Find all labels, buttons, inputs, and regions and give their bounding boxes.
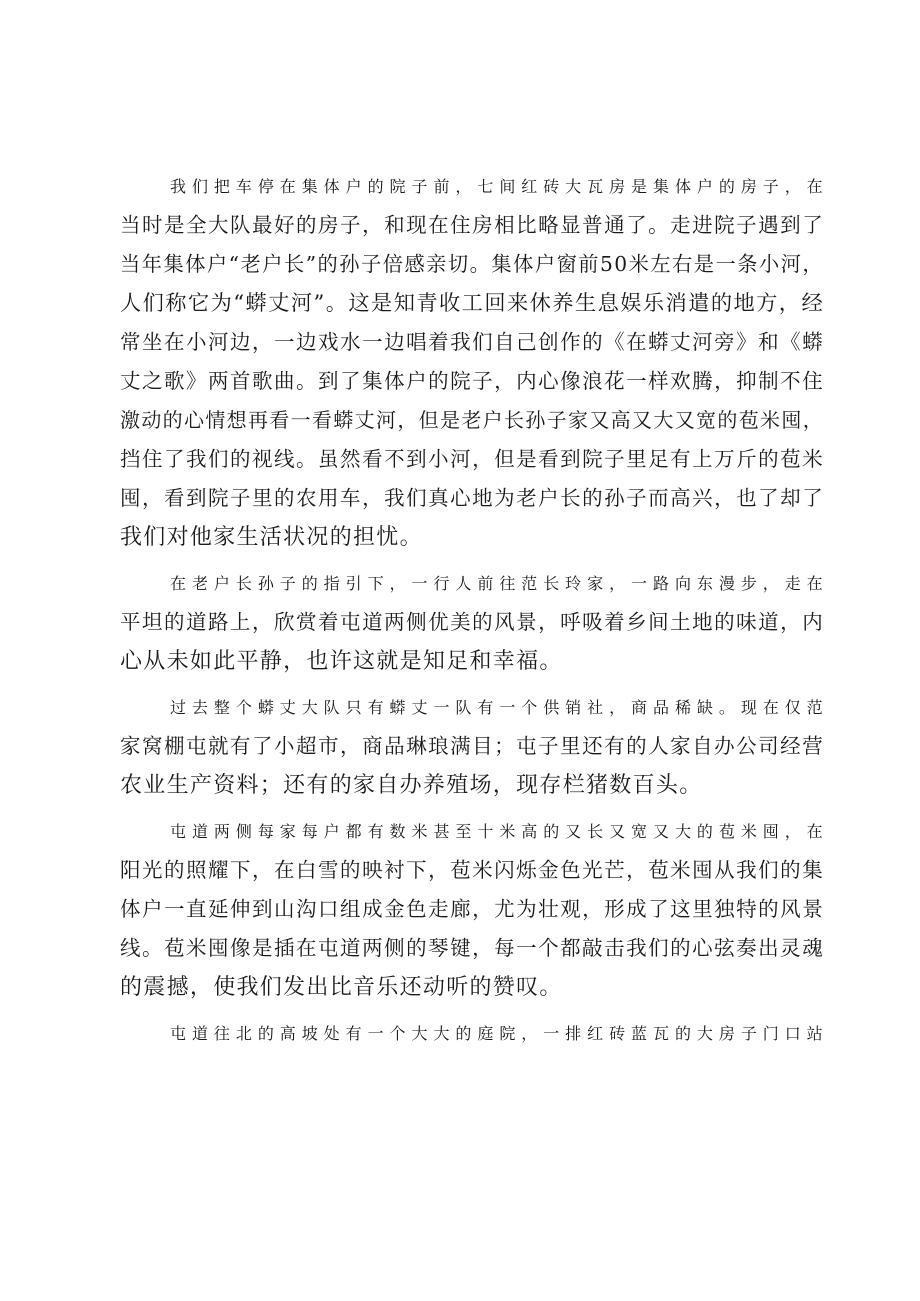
paragraph-gap bbox=[120, 557, 824, 564]
text-line: 丈之歌》两首歌曲。到了集体户的院子，内心像浪花一样欢腾，抑制不住 bbox=[120, 369, 824, 393]
text-line: 当时是全大队最好的房子，和现在住房相比略显普通了。走进院子遇到了 bbox=[120, 213, 824, 237]
text-line: 囤，看到院子里的农用车，我们真心地为老户长的孙子而高兴，也了却了 bbox=[120, 486, 824, 510]
text-line: 体户一直延伸到山沟口组成金色走廊，尤为壮观，形成了这里独特的风景 bbox=[120, 897, 824, 921]
paragraph-gap bbox=[120, 805, 824, 812]
text-line: 平坦的道路上，欣赏着屯道两侧优美的风景，呼吸着乡间土地的味道，内 bbox=[120, 610, 824, 634]
text-line: 我们把车停在集体户的院子前，七间红砖大瓦房是集体户的房子，在 bbox=[170, 177, 824, 196]
text-line: 在老户长孙子的指引下，一行人前往范长玲家，一路向东漫步，走在 bbox=[170, 574, 824, 593]
text-line: 当年集体户“老户长”的孙子倍感亲切。集体户窗前50米左右是一条小河， bbox=[120, 252, 824, 276]
text-line: 阳光的照耀下，在白雪的映衬下，苞米闪烁金色光芒，苞米囤从我们的集 bbox=[120, 858, 824, 882]
text-line: 屯道两侧每家每户都有数米甚至十米高的又长又宽又大的苞米囤，在 bbox=[170, 822, 824, 841]
text-line: 线。苞米囤像是插在屯道两侧的琴键，每一个都敲击我们的心弦奏出灵魂 bbox=[120, 936, 824, 960]
text-line: 家窝棚屯就有了小超市，商品琳琅满目；屯子里还有的人家自办公司经营 bbox=[120, 734, 824, 758]
paragraph-gap bbox=[120, 1007, 824, 1014]
text-line: 激动的心情想再看一看蟒丈河，但是老户长孙子家又高又大又宽的苞米囤， bbox=[120, 408, 824, 432]
text-line: 挡住了我们的视线。虽然看不到小河，但是看到院子里足有上万斤的苞米 bbox=[120, 447, 824, 471]
text-line: 心从未如此平静，也许这就是知足和幸福。 bbox=[120, 649, 563, 674]
document-body bbox=[120, 167, 824, 1053]
text-line: 人们称它为“蟒丈河”。这是知青收工回来休养生息娱乐消遣的地方，经 bbox=[120, 291, 824, 316]
text-line: 常坐在小河边，一边戏水一边唱着我们自己创作的《在蟒丈河旁》和《蟒 bbox=[120, 330, 824, 354]
paragraph-1 bbox=[120, 167, 824, 557]
paragraph-2 bbox=[120, 564, 824, 681]
text-line: 屯道往北的高坡处有一个大大的庭院，一排红砖蓝瓦的大房子门口站 bbox=[170, 1024, 824, 1043]
paragraph-3 bbox=[120, 688, 824, 805]
text-line: 的震撼，使我们发出比音乐还动听的赞叹。 bbox=[120, 975, 563, 1000]
text-line: 农业生产资料；还有的家自办养殖场，现存栏猪数百头。 bbox=[120, 773, 703, 798]
text-line: 过去整个蟒丈大队只有蟒丈一队有一个供销社，商品稀缺。现在仅范 bbox=[170, 698, 824, 717]
paragraph-4 bbox=[120, 812, 824, 1007]
paragraph-gap bbox=[120, 681, 824, 688]
paragraph-5 bbox=[120, 1014, 824, 1053]
text-line: 我们对他家生活状况的担忧。 bbox=[120, 525, 423, 550]
